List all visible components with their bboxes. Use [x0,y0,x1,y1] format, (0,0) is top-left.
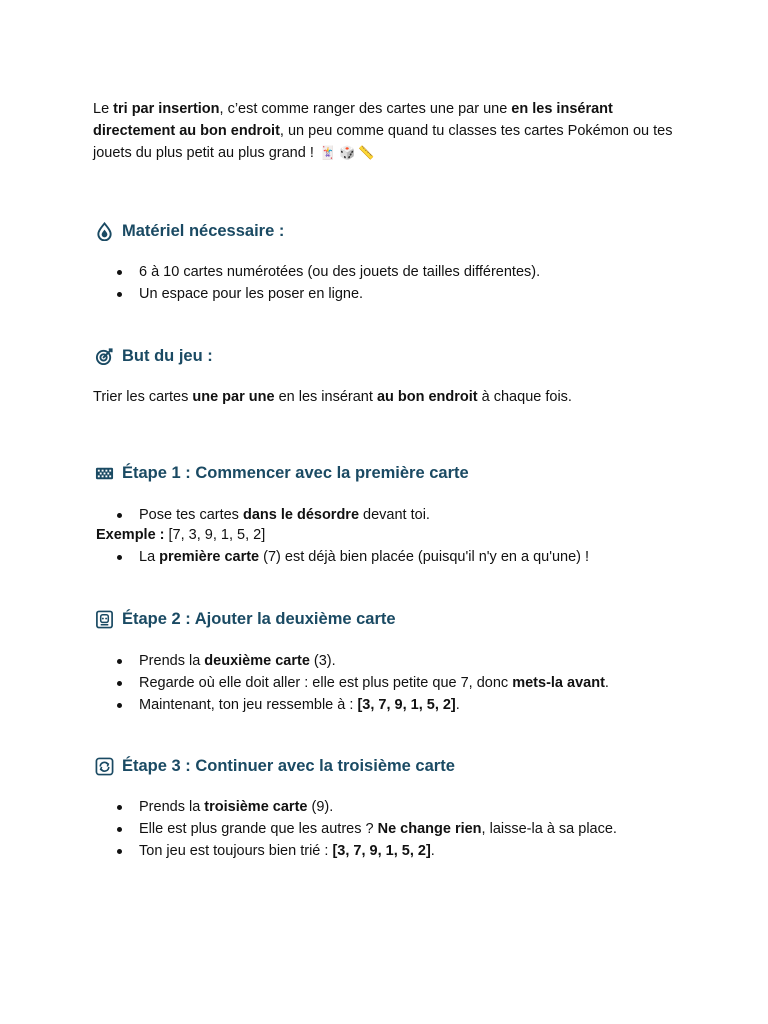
section-title: Étape 1 : Commencer avec la première carte [122,463,469,482]
list-item [115,840,695,862]
text: à chaque fois. [477,389,572,405]
section-heading-etape2 [95,607,396,631]
section-title: But du jeu : [122,346,213,365]
bold-text: mets-la avant [512,675,605,691]
robot-icon [95,610,114,629]
text: (3). [309,653,336,669]
text: Ton jeu est toujours bien trié : [139,843,333,859]
etape3-list [115,796,695,862]
bold-text: première carte [159,549,260,565]
list-item [115,504,695,526]
text: . [430,843,435,859]
list-item: Un espace pour les poser en ligne. [115,283,695,305]
example-value: [7, 3, 9, 1, 5, 2] [164,527,266,543]
bold-text: au bon endroit [376,389,478,405]
section-heading-etape3 [95,754,455,778]
section-title: Matériel nécessaire : [122,221,285,240]
text: Trier les cartes [93,389,193,405]
bold-text: deuxième carte [204,653,310,669]
but-paragraph [93,386,693,408]
intro-text: , un peu comme quand tu classes tes cartes Pokémon ou tes jouets du plus petit au plus grand ! [93,123,673,161]
bold-text: [3, 7, 9, 1, 5, 2] [357,697,456,713]
text: en les insérant [274,389,377,405]
text: Elle est plus grande que les autres ? [139,821,378,837]
repeat-icon [95,757,114,776]
text: Pose tes cartes [139,507,243,523]
section-title: Étape 3 : Continuer avec la troisième carte [122,756,455,775]
text: . [455,697,460,713]
text: devant toi. [359,507,430,523]
bold-text: une par une [192,389,275,405]
intro-text: , c’est comme ranger des cartes une par une [219,101,512,117]
etape1-list-b [115,546,695,568]
target-icon [95,347,114,366]
intro-bold-phrase: en les insérant directement au bon endroit [93,101,613,139]
text: (7) est déjà bien placée (puisqu'il n'y en a qu'une) ! [259,549,590,565]
section-heading-materiel [95,219,284,243]
list-item [115,818,695,840]
bold-text: [3, 7, 9, 1, 5, 2] [332,843,431,859]
example-label: Exemple : [96,527,165,543]
text: , laisse-la à sa place. [481,821,617,837]
list-item: 6 à 10 cartes numérotées (ou des jouets de tailles différentes). [115,261,695,283]
bold-text: troisième carte [204,799,308,815]
text: Prends la [139,799,205,815]
bold-text: Ne change rien [377,821,482,837]
section-title: Étape 2 : Ajouter la deuxième carte [122,609,396,628]
intro-paragraph [93,98,683,164]
intro-text: Le [93,101,114,117]
text: Prends la [139,653,205,669]
text: (9). [307,799,334,815]
section-heading-etape1 [95,461,469,485]
list-item [115,546,695,568]
example-line [96,524,696,546]
intro-emojis: 🃏🎲📏 [319,145,378,160]
etape1-list-a [115,504,695,526]
bold-text: dans le désordre [242,507,360,523]
text: La [139,549,160,565]
materiel-list [115,261,695,305]
list-item [115,796,695,818]
grid-icon [95,464,114,483]
text: Regarde où elle doit aller : elle est plus petite que 7, donc [139,675,513,691]
list-item [115,650,695,672]
intro-bold-term: tri par insertion [113,101,220,117]
section-heading-but [95,344,213,368]
list-item [115,694,695,716]
list-item [115,672,695,694]
drop-icon [95,222,114,241]
text: . [604,675,609,691]
text: Maintenant, ton jeu ressemble à : [139,697,358,713]
etape2-list [115,650,695,716]
